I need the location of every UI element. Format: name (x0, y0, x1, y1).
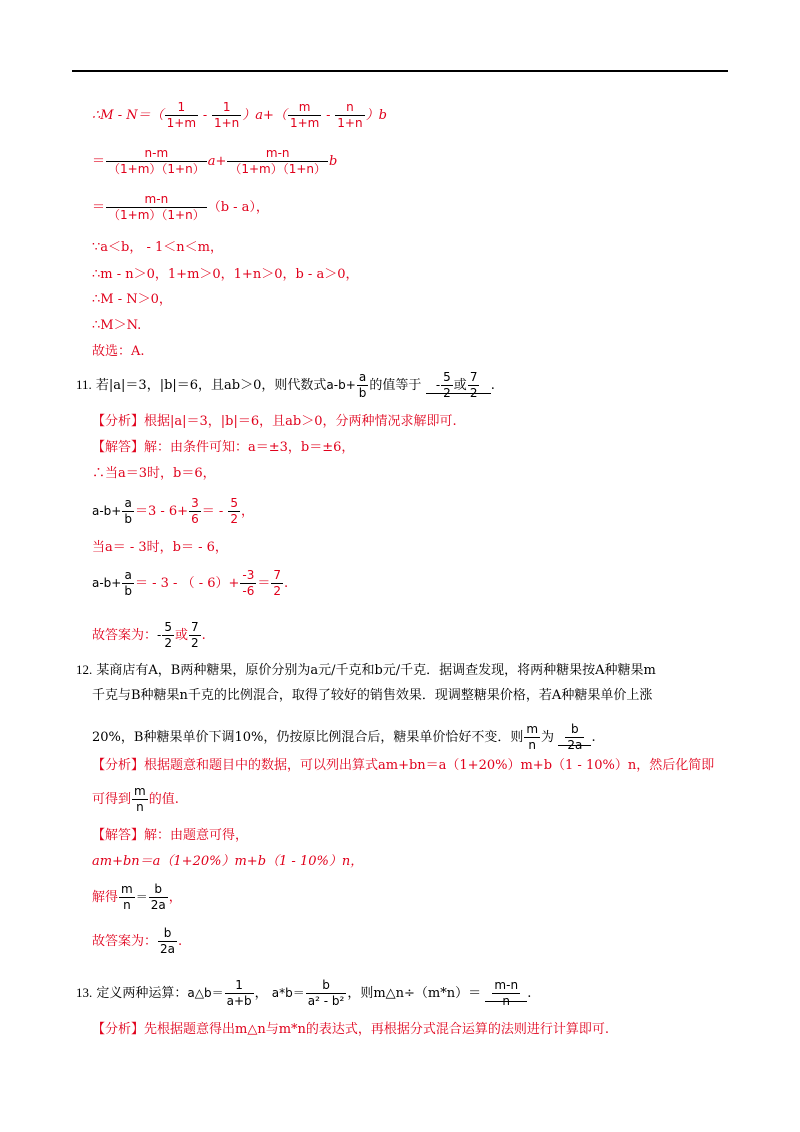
q10-line-8: 故选：A. (92, 344, 145, 359)
q12-stem-1: 12. 某商店有A，B两种糖果，原价分别为a元/千克和b元/千克．据调查发现，将两种糖果按A种糖果m (76, 662, 656, 678)
q13-analysis: 【分析】先根据题意得出m△n与m*n的表达式，再根据分式混合运算的法则进行计算即可. (92, 1022, 610, 1037)
q12-stem-2: 千克与B种糖果n千克的比例混合，取得了较好的销售效果．现调整糖果价格，若A种糖果单价上涨 (92, 688, 653, 703)
q11-case-2: 当a＝ - 3时，b＝ - 6， (92, 540, 228, 555)
q10-line-2: ＝ $\frac{n-m}{(1+m)(1+n)}$ a+ $\frac{m-n}{(1+m)(1+n)}$ b (92, 146, 338, 176)
q12-stem-3: 20%，B种糖果单价下调10%，仍按原比例混合后，糖果单价恰好不变．则 $\frac{m}{n}$ 为 $\frac{b}{2a}$ . (92, 722, 596, 752)
q11-case-1: ∴当a＝3时，b＝6， (92, 466, 216, 481)
q10-line-4: ∵a＜b， - 1＜n＜m， (92, 240, 223, 255)
q12-equation: am+bn＝a（1+20%）m+b（1 - 10%）n， (92, 854, 364, 869)
q11-analysis: 【分析】根据|a|＝3，|b|＝6，且ab＞0，分两种情况求解即可. (92, 414, 457, 429)
q10-line-1: ∴M - N＝（ $\frac{1}{1+m}$ - $\frac{1}{1+n}$ ）a+（ $\frac{m}{1+m}$ - $\frac{n}{1+n}$ ）b (92, 100, 387, 130)
q11-solution-head: 【解答】解：由条件可知：a＝±3，b＝±6， (92, 440, 355, 455)
q10-line-7: ∴M＞N. (92, 318, 142, 333)
q12-solution-head: 【解答】解：由题意可得， (92, 828, 249, 843)
header-rule (72, 70, 728, 72)
q12-analysis-1: 【分析】根据题意和题目中的数据，可以列出算式am+bn＝a（1+20%）m+b（1 - 10%）n，然后化简即 (92, 758, 715, 773)
q12-analysis-2: 可得到 $\frac{m}{n}$ 的值. (92, 784, 179, 814)
q11-final: 故答案为：- $\frac{5}{2}$ 或 $\frac{7}{2}$ . (92, 620, 206, 650)
q12-final: 故答案为： $\frac{b}{2a}$ . (92, 926, 183, 956)
q11-case-1-calc: a-b+ $\frac{a}{b}$ ＝3 - 6+ $\frac{3}{6}$ ＝ - $\frac{5}{2}$ ， (92, 496, 255, 526)
q10-line-5: ∴m - n＞0，1+m＞0，1+n＞0，b - a＞0， (92, 267, 359, 282)
q12-solve: 解得 $\frac{m}{n}$ ＝ $\frac{b}{2a}$ ， (92, 882, 182, 912)
q11-stem: 11. 若|a|＝3，|b|＝6，且ab＞0，则代数式a-b+ $\frac{a}{b}$ 的值等于 - $\frac{5}{2}$ 或 $\frac{7}{2}$ . (76, 370, 495, 400)
q10-line-3: ＝ $\frac{m-n}{(1+m)(1+n)}$ （b - a）， (92, 192, 269, 222)
q11-case-2-calc: a-b+ $\frac{a}{b}$ ＝ - 3 - （ - 6）+ $\frac{-3}{-6}$ ＝ $\frac{7}{2}$ . (92, 568, 289, 598)
q10-line-6: ∴M - N＞0， (92, 292, 172, 307)
q13-stem: 13. 定义两种运算：a△b＝ $\frac{1}{a+b}$ ， a*b＝ $\frac{b}{\text{a² - b²}}$ ，则m△n÷（m*n）＝ $\frac{m-n}{n}$ . (76, 978, 532, 1008)
